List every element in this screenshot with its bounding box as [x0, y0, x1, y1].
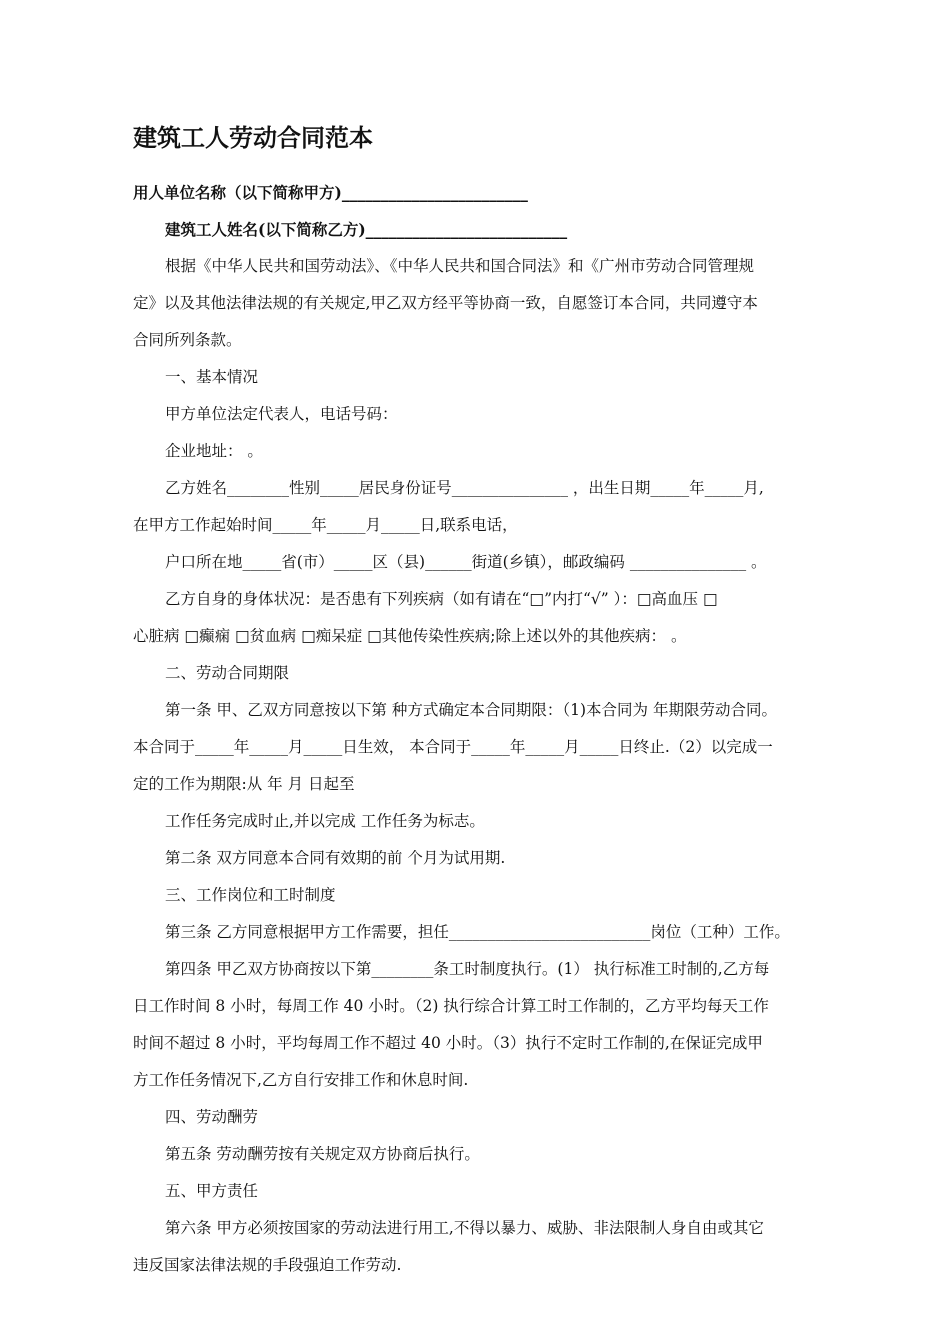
paragraph-line: 三、工作岗位和工时制度	[165, 886, 336, 904]
paragraph-line: 方工作任务情况下,乙方自行安排工作和休息时间.	[133, 1071, 469, 1089]
paragraph-line: 二、劳动合同期限	[165, 664, 290, 682]
paragraph-line: 工作任务完成时止,并以完成 工作任务为标志。	[165, 812, 485, 830]
paragraph-line: 第五条 劳动酬劳按有关规定双方协商后执行。	[165, 1145, 480, 1163]
paragraph-line: 第六条 甲方必须按国家的劳动法进行用工,不得以暴力、威胁、非法限制人身自由或其它	[165, 1219, 764, 1237]
paragraph-line: 乙方姓名________性别_____居民身份证号_______________ ，出生日期_____年_____月,	[165, 479, 764, 497]
paragraph-line: 在甲方工作起始时间_____年_____月_____日,联系电话，	[133, 516, 518, 534]
paragraph-line: 第四条 甲乙双方协商按以下第________条工时制度执行。(1） 执行标准工时制的,乙方每	[165, 960, 770, 978]
document-body	[133, 118, 833, 1284]
paragraph-line: 甲方单位法定代表人，电话号码：	[165, 405, 398, 423]
document-lines	[133, 174, 833, 1284]
paragraph-line: 乙方自身的身体状况：是否患有下列疾病（如有请在“□”内打“√” ）：□高血压 □	[165, 590, 718, 608]
paragraph-line: 定的工作为期限:从 年 月 日起至	[133, 775, 355, 793]
document-title: 建筑工人劳动合同范本	[133, 123, 373, 152]
paragraph-line: 第一条 甲、乙双方同意按以下第 种方式确定本合同期限：（1)本合同为 年期限劳动合同。	[165, 701, 777, 719]
paragraph-line: 定》以及其他法律法规的有关规定,甲乙双方经平等协商一致，自愿签订本合同，共同遵守本	[133, 294, 758, 312]
paragraph-line: 五、甲方责任	[165, 1182, 259, 1200]
paragraph-line: 时间不超过 8 小时，平均每周工作不超过 40 小时。（3）执行不定时工作制的,在保证完成甲	[133, 1034, 763, 1052]
paragraph-line: 第二条 双方同意本合同有效期的前 个月为试用期.	[165, 849, 506, 867]
paragraph-line: 合同所列条款。	[133, 331, 242, 349]
paragraph-line: 用人单位名称（以下简称甲方)________________________	[133, 183, 528, 202]
paragraph-line: 心脏病 □癫痫 □贫血病 □痴呆症 □其他传染性疾病;除上述以外的其他疾病： 。	[133, 627, 687, 645]
paragraph-line: 户口所在地_____省(市）_____区（县)______街道(乡镇），邮政编码 _______________ 。	[165, 553, 767, 571]
paragraph-line: 四、劳动酬劳	[165, 1108, 259, 1126]
paragraph-line: 一、基本情况	[165, 368, 259, 386]
paragraph-line: 第三条 乙方同意根据甲方工作需要，担任__________________________岗位（工种）工作。	[165, 923, 790, 941]
paragraph-line: 根据《中华人民共和国劳动法》、《中华人民共和国合同法》和《广州市劳动合同管理规	[165, 257, 755, 275]
paragraph-line: 日工作时间 8 小时，每周工作 40 小时。（2) 执行综合计算工时工作制的，乙方平均每天工作	[133, 997, 769, 1015]
paragraph-line: 本合同于_____年_____月_____日生效， 本合同于_____年_____月_____日终止.（2）以完成一	[133, 738, 773, 756]
paragraph-line: 建筑工人姓名(以下简称乙方)__________________________	[165, 220, 568, 239]
paragraph-line: 企业地址： 。	[165, 442, 263, 460]
paragraph-line: 违反国家法律法规的手段强迫工作劳动.	[133, 1256, 402, 1274]
